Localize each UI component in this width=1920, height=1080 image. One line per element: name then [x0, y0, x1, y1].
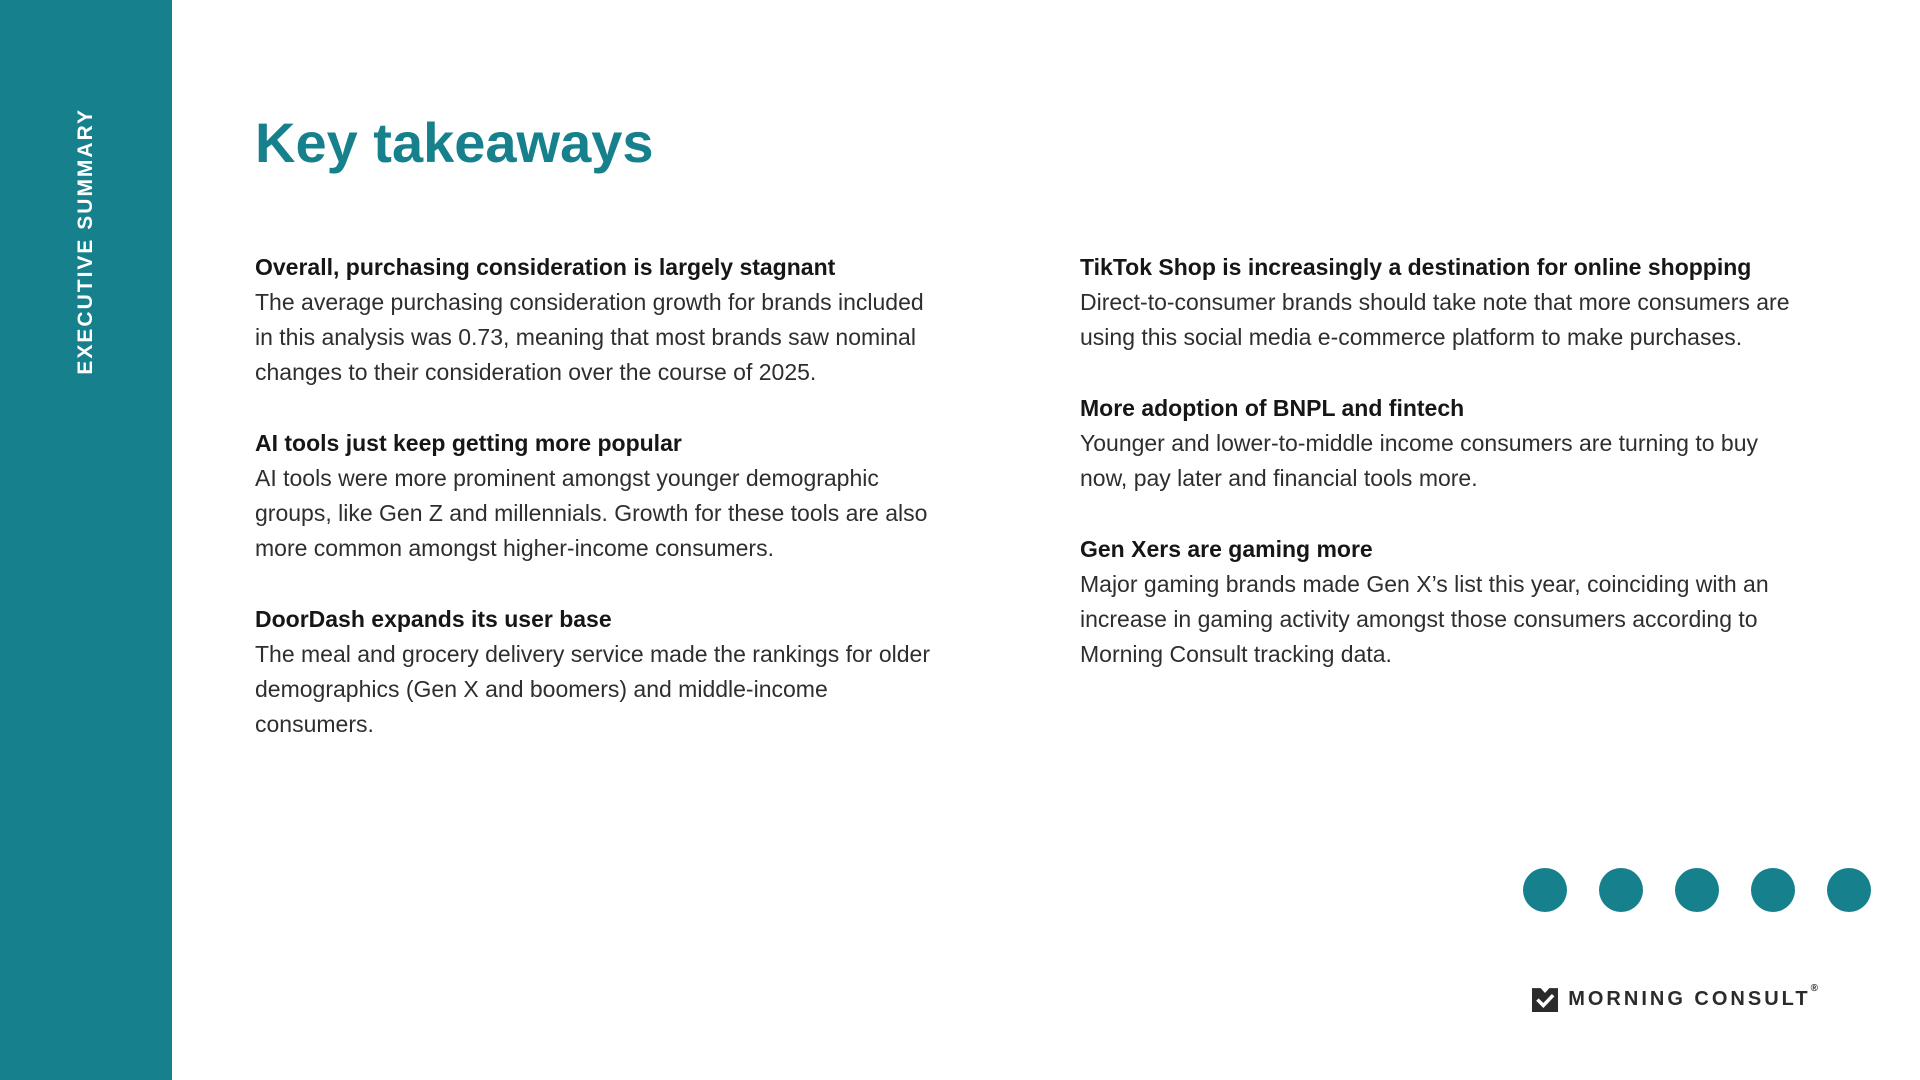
takeaway-heading: Gen Xers are gaming more	[1080, 536, 1373, 562]
progress-dot	[1751, 868, 1795, 912]
takeaway-body: Younger and lower-to-middle income consumers are turning to buy now, pay later and financial tools more.	[1080, 430, 1759, 491]
progress-dot	[1675, 868, 1719, 912]
column-right	[1080, 250, 1790, 778]
sidebar-label: EXECUTIVE SUMMARY	[74, 108, 97, 375]
sidebar	[0, 0, 172, 1080]
takeaway-body: Major gaming brands made Gen X’s list this year, coinciding with an increase in gaming activity amongst those consumers according to Morning Consult tracking data.	[1080, 571, 1769, 667]
morning-consult-logo-text: MORNING CONSULT®	[1568, 982, 1818, 1010]
takeaway-section	[255, 426, 935, 566]
takeaway-body: AI tools were more prominent amongst younger demographic groups, like Gen Z and millennials. Growth for these tools are also more common amongst higher-income consumers.	[255, 465, 928, 561]
progress-dot	[1827, 868, 1871, 912]
morning-consult-logo-icon	[1532, 986, 1558, 1012]
progress-dot	[1599, 868, 1643, 912]
registered-trademark-symbol: ®	[1810, 982, 1818, 994]
page-title: Key takeaways	[255, 111, 654, 174]
progress-dot	[1523, 868, 1567, 912]
takeaway-section	[255, 250, 935, 390]
takeaway-heading: Overall, purchasing consideration is largely stagnant	[255, 254, 836, 280]
progress-dots	[1523, 868, 1871, 912]
takeaways-columns	[255, 250, 1790, 778]
takeaway-section	[255, 602, 935, 742]
takeaway-heading: DoorDash expands its user base	[255, 606, 612, 632]
takeaway-body: Direct-to-consumer brands should take note that more consumers are using this social media e-commerce platform to make purchases.	[1080, 289, 1790, 350]
takeaway-section	[1080, 391, 1790, 496]
takeaway-section	[1080, 532, 1790, 672]
column-left	[255, 250, 935, 778]
takeaway-section	[1080, 250, 1790, 355]
takeaway-heading: AI tools just keep getting more popular	[255, 430, 682, 456]
morning-consult-logo	[1532, 982, 1818, 1012]
takeaway-heading: TikTok Shop is increasingly a destination for online shopping	[1080, 254, 1752, 280]
takeaway-body: The average purchasing consideration growth for brands included in this analysis was 0.73, meaning that most brands saw nominal changes to their consideration over the course of 2025.	[255, 289, 924, 385]
takeaway-body: The meal and grocery delivery service made the rankings for older demographics (Gen X and boomers) and middle-income consumers.	[255, 641, 930, 737]
takeaway-heading: More adoption of BNPL and fintech	[1080, 395, 1465, 421]
